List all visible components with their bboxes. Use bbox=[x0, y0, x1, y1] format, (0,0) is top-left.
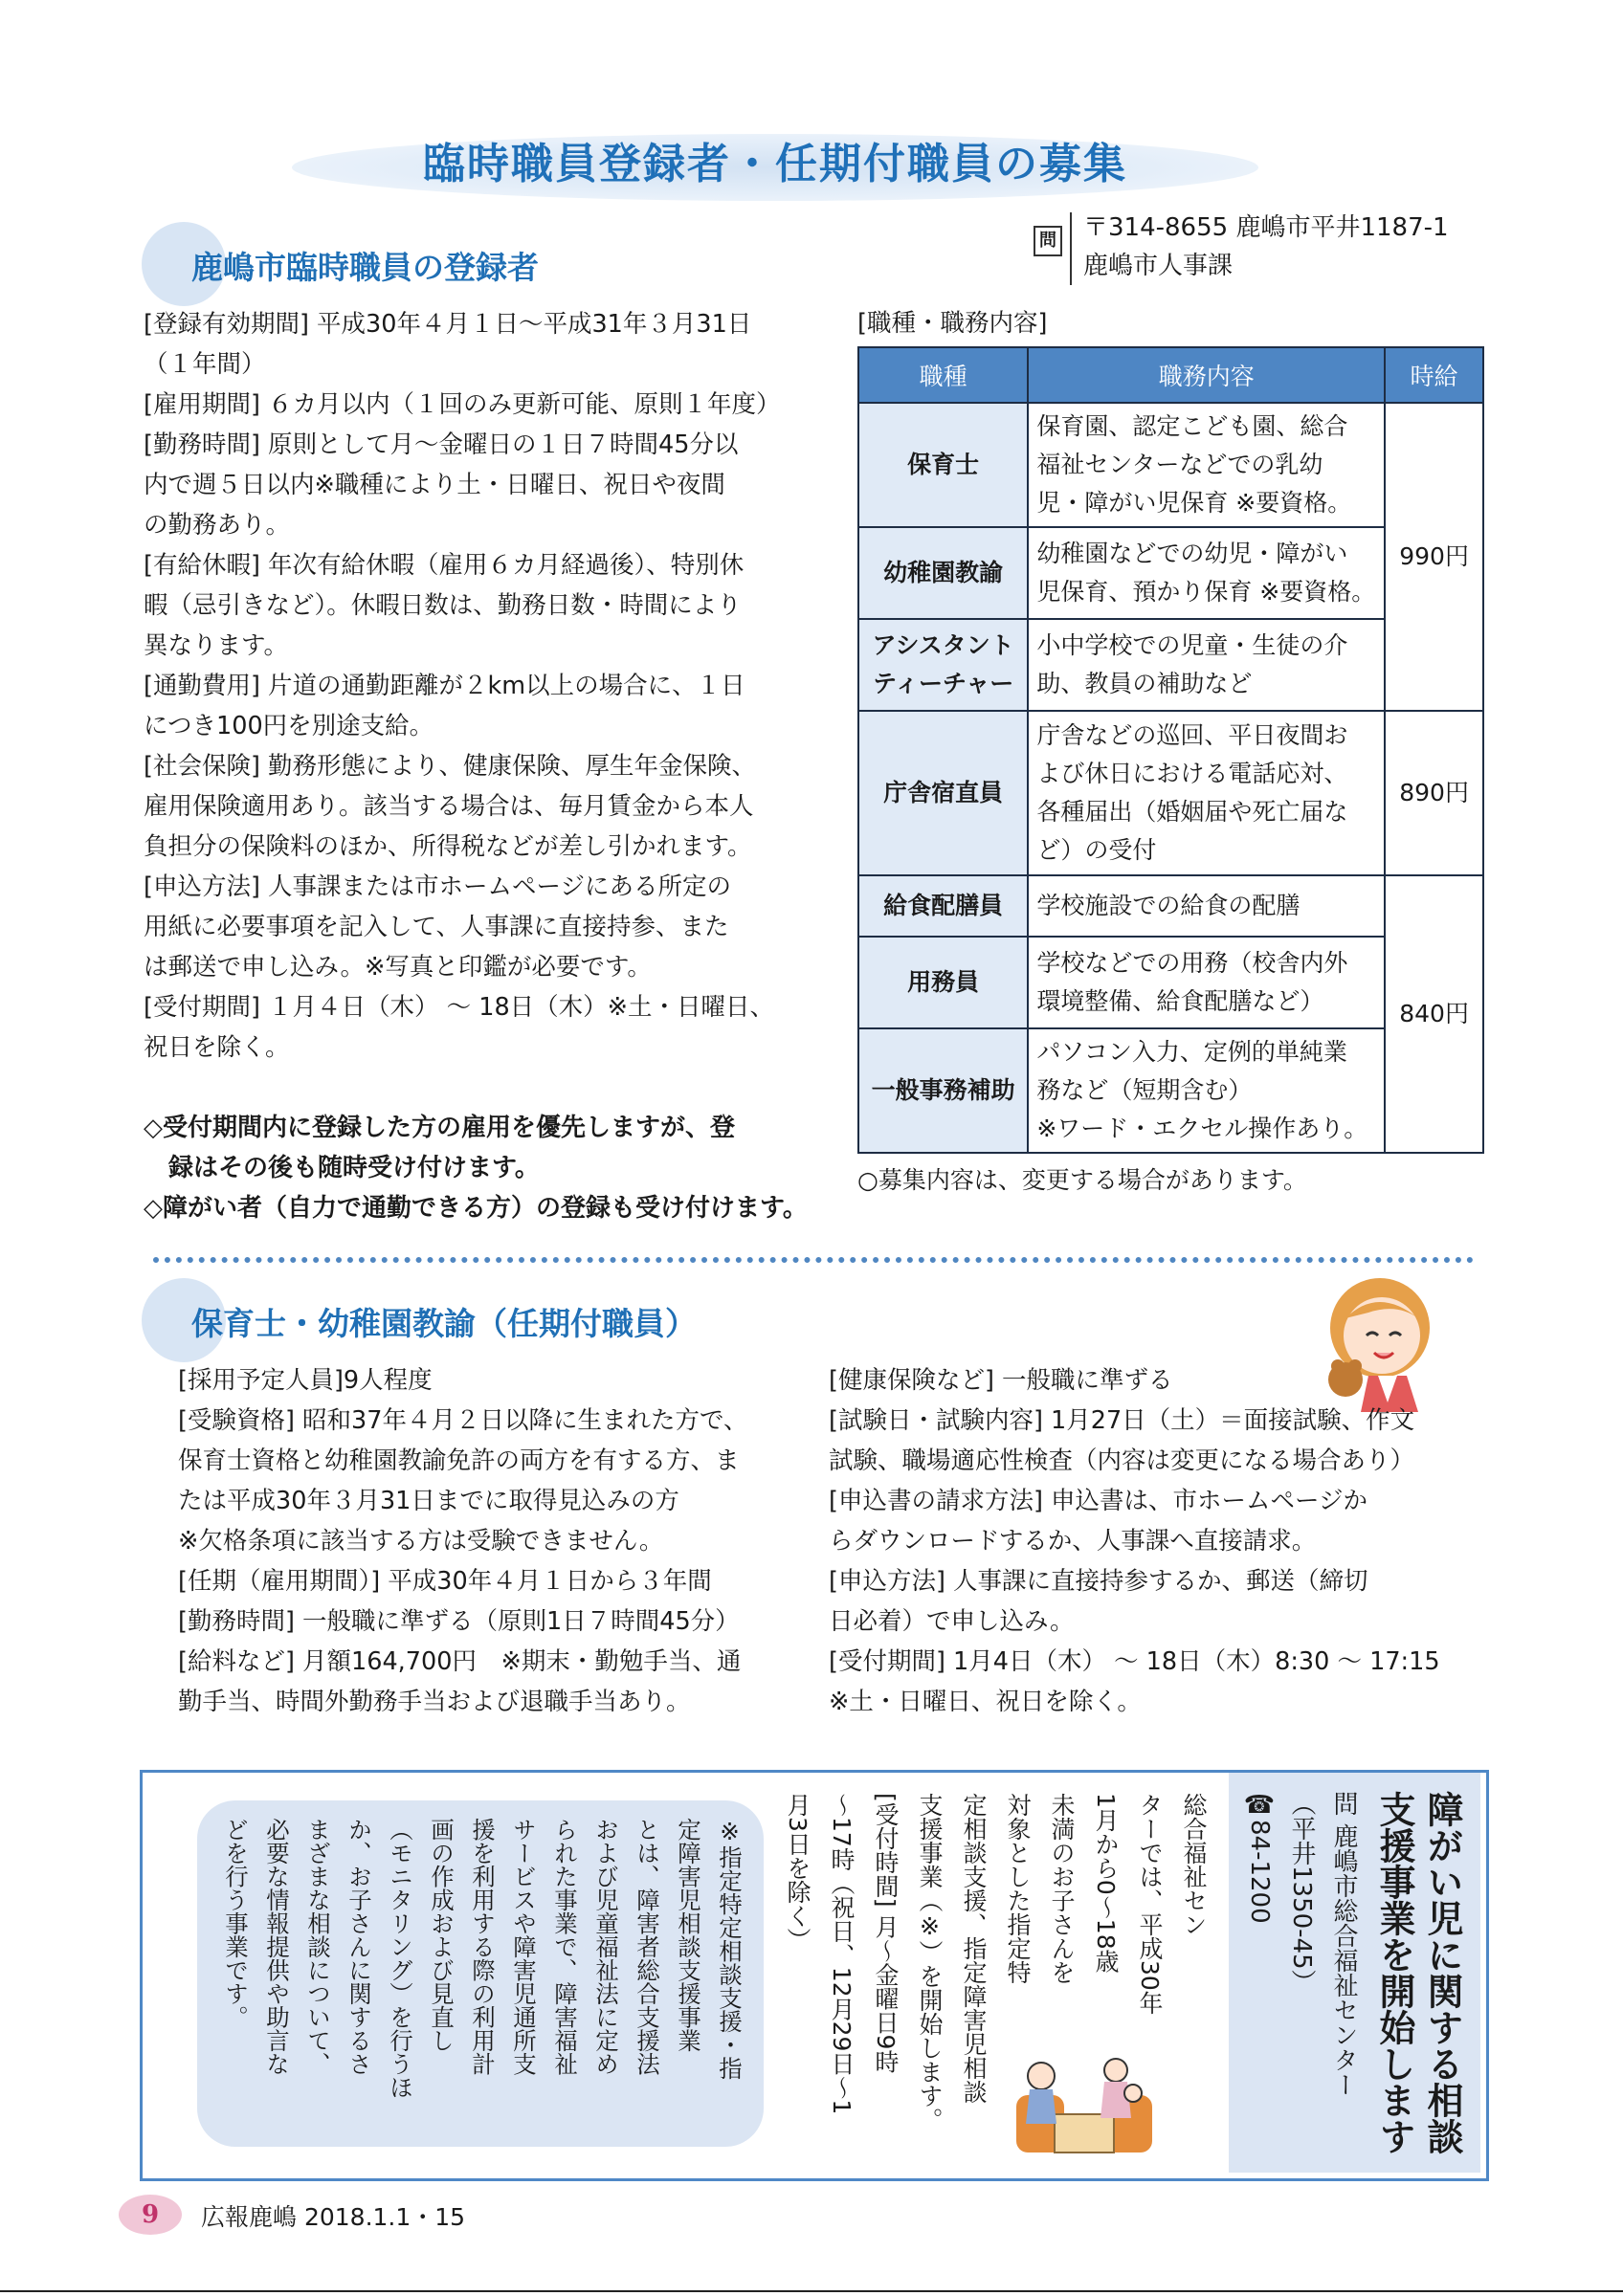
paragraph-text: 昭和37年４月２日以降に生まれた方で、 bbox=[294, 1406, 748, 1435]
notice-footnote-column: サービスや障害児通所支 bbox=[510, 1818, 538, 2076]
notice-contact bbox=[1238, 1791, 1365, 2164]
paragraph-text: 人事課または市ホームページにある所定の bbox=[259, 872, 732, 901]
job-type: アシスタント bbox=[872, 631, 1014, 659]
notice-footnote-column: まざまな相談について、 bbox=[304, 1818, 332, 2076]
notice-body-column: 総合福祉セン bbox=[1180, 1793, 1208, 1936]
paragraph-label: [受付期間] bbox=[144, 993, 260, 1022]
paragraph-line bbox=[178, 1601, 829, 1642]
paragraph-line bbox=[829, 1360, 1479, 1401]
paragraph bbox=[144, 304, 833, 385]
paragraph-text: らダウンロードするか、人事課へ直接請求。 bbox=[829, 1527, 1317, 1556]
jobs-table bbox=[857, 346, 1484, 1154]
paragraph-text: につき100円を別途支給。 bbox=[144, 712, 434, 740]
paragraph-label: [任期（雇用期間）] bbox=[178, 1567, 381, 1596]
paragraph-line bbox=[144, 786, 833, 827]
notice-heading-line1: 障がい児に関する相談 bbox=[1421, 1791, 1463, 2154]
paragraph-line bbox=[829, 1401, 1479, 1441]
notice-body-column: [受付時間] 月〜金曜日9時 bbox=[872, 1793, 900, 2074]
job-duty-line: 児保育、預かり保育 ※要資格。 bbox=[1036, 578, 1376, 606]
job-type: 給食配膳員 bbox=[883, 892, 1004, 919]
paragraph-line bbox=[144, 867, 833, 907]
paragraph-text: ※土・日曜日、祝日を除く。 bbox=[829, 1688, 1142, 1716]
table-header-wage: 時給 bbox=[1385, 347, 1483, 403]
notice-footnote-column: か、お子さんに関するさ bbox=[345, 1818, 373, 2076]
paragraph-line bbox=[178, 1441, 829, 1481]
paragraph-text: の勤務あり。 bbox=[144, 511, 291, 540]
paragraph-label: [有給休暇] bbox=[144, 551, 260, 580]
notice-body-column: 1月から0〜18歳 bbox=[1092, 1793, 1120, 1974]
paragraph-label: [受験資格] bbox=[178, 1406, 295, 1435]
paragraph-line bbox=[829, 1521, 1479, 1561]
paragraph-label: [登録有効期間] bbox=[144, 310, 309, 339]
paragraph-line bbox=[829, 1441, 1479, 1481]
job-type: 用務員 bbox=[907, 968, 980, 996]
paragraph-line bbox=[144, 545, 833, 585]
job-type-cell bbox=[858, 711, 1028, 875]
paragraph bbox=[829, 1642, 1479, 1722]
paragraph-line bbox=[144, 987, 833, 1027]
job-duty-line: 児・障がい児保育 ※要資格。 bbox=[1036, 489, 1352, 517]
hourly-wage: 990円 bbox=[1385, 403, 1483, 711]
table-row bbox=[858, 875, 1483, 937]
paragraph-text: 用紙に必要事項を記入して、人事課に直接持参、また bbox=[144, 913, 729, 941]
inquiry-icon: 問 bbox=[1034, 226, 1062, 256]
paragraph-line bbox=[178, 1481, 829, 1521]
notice-heading bbox=[1370, 1791, 1466, 2164]
paragraph-line bbox=[144, 907, 833, 947]
job-duty-cell bbox=[1028, 711, 1385, 875]
paragraph-label: [健康保険など] bbox=[829, 1366, 994, 1395]
paragraph-text: 平成30年４月１日〜平成31年３月31日 bbox=[308, 310, 752, 339]
paragraph bbox=[178, 1401, 829, 1561]
notice-footnote-column: 援を利用する際の利用計 bbox=[469, 1818, 497, 2076]
job-duty-cell bbox=[1028, 619, 1385, 711]
paragraph-line bbox=[178, 1642, 829, 1682]
paragraph-line bbox=[144, 505, 833, 545]
paragraph-text: 試験、職場適応性検査（内容は変更になる場合あり） bbox=[829, 1446, 1415, 1475]
job-type-cell bbox=[858, 403, 1028, 527]
paragraph-text: 人事課に直接持参するか、郵送（締切 bbox=[945, 1567, 1368, 1596]
notice-body-column: ターでは、平成30年 bbox=[1136, 1793, 1164, 2015]
paragraph-text: 異なります。 bbox=[144, 631, 288, 660]
paragraph-line bbox=[178, 1521, 829, 1561]
paragraph bbox=[829, 1561, 1479, 1642]
paragraph bbox=[144, 746, 833, 867]
paragraph-text: 保育士資格と幼稚園教諭免許の両方を有する方、ま bbox=[178, 1446, 740, 1475]
notice-footnote-column: とは、障害者総合支援法 bbox=[634, 1818, 661, 2076]
page-title: 臨時職員登録者・任期付職員の募集 bbox=[423, 140, 1127, 188]
paragraph-label: [社会保険] bbox=[144, 752, 260, 781]
paragraph bbox=[829, 1401, 1479, 1481]
paragraph-label: [申込方法] bbox=[829, 1567, 945, 1596]
table-header-type: 職種 bbox=[858, 347, 1028, 403]
paragraph-text: 原則として月〜金曜日の１日７時間45分以 bbox=[259, 430, 739, 459]
paragraph bbox=[829, 1360, 1479, 1401]
contact-department: 鹿嶋市人事課 bbox=[1083, 252, 1234, 280]
paragraph-text: 一般職に準ずる bbox=[993, 1366, 1173, 1395]
paragraph bbox=[144, 987, 833, 1068]
paragraph-text: 勤手当、時間外勤務手当および退職手当あり。 bbox=[178, 1688, 691, 1716]
paragraph-label: [受付期間] bbox=[829, 1647, 945, 1676]
paragraph-text: １月４日（木） 〜 18日（木）※土・日曜日、 bbox=[259, 993, 775, 1022]
paragraph-line bbox=[144, 585, 833, 626]
paragraph-text: 勤務形態により、健康保険、厚生年金保険、 bbox=[259, 752, 757, 781]
job-duty-line: 学校施設での給食の配膳 bbox=[1036, 892, 1301, 919]
paragraph-text: 9人程度 bbox=[343, 1366, 433, 1395]
paragraph-line bbox=[829, 1601, 1479, 1642]
notice-footnote-column: どを行う事業です。 bbox=[222, 1818, 250, 2029]
job-type: ティーチャー bbox=[873, 670, 1014, 697]
notice-footnote-column: 画の作成および見直し bbox=[428, 1818, 456, 2052]
paragraph-label: [採用予定人員] bbox=[178, 1366, 344, 1395]
paragraph bbox=[178, 1601, 829, 1642]
paragraph-text: 申込書は、市ホームページか bbox=[1042, 1487, 1368, 1515]
note-line: ◇障がい者（自力で通勤できる方）の登録も受け付けます。 bbox=[144, 1194, 808, 1223]
paragraph-line bbox=[144, 746, 833, 786]
notice-footnote-column: ※指定特定相談支援・指 bbox=[716, 1818, 744, 2080]
paragraph-text: 1月27日（土）＝面接試験、作文 bbox=[1042, 1406, 1415, 1435]
contact-info bbox=[1083, 209, 1449, 285]
job-duty-line: 務など（短期含む） bbox=[1036, 1076, 1253, 1104]
job-type-cell bbox=[858, 1028, 1028, 1153]
paragraph bbox=[178, 1561, 829, 1601]
notice-footnote-column: （モニタリング）を行うほ bbox=[387, 1818, 414, 2099]
paragraph-text: 年次有給休暇（雇用６カ月経過後）、特別休 bbox=[259, 551, 745, 580]
notice-body-column: 未満のお子さんを bbox=[1048, 1793, 1076, 1984]
paragraph-text: は郵送で申し込み。※写真と印鑑が必要です。 bbox=[144, 953, 652, 982]
notice-body-column: 定相談支援、指定障害児相談 bbox=[960, 1793, 988, 2104]
paragraph-line bbox=[144, 706, 833, 746]
paragraph-line bbox=[178, 1360, 829, 1401]
job-duty-line: 福祉センターなどでの乳幼 bbox=[1036, 451, 1323, 478]
job-duty-line: パソコン入力、定例的単純業 bbox=[1036, 1038, 1347, 1066]
job-duty-cell bbox=[1028, 1028, 1385, 1153]
job-duty-cell bbox=[1028, 527, 1385, 619]
paragraph-line bbox=[829, 1682, 1479, 1722]
paragraph-line bbox=[144, 344, 833, 385]
paragraph-line bbox=[144, 304, 833, 344]
paragraph-line bbox=[144, 947, 833, 987]
paragraph-line bbox=[829, 1481, 1479, 1521]
job-duty-line: 学校などでの用務（校舎内外 bbox=[1036, 949, 1348, 977]
paragraph-text: 月額164,700円 ※期末・勤勉手当、通 bbox=[294, 1647, 742, 1676]
section2-left bbox=[178, 1360, 829, 1722]
note-line: ◇受付期間内に登録した方の雇用を優先しますが、登 bbox=[144, 1114, 735, 1142]
section2-right bbox=[829, 1360, 1479, 1722]
paragraph-text: 片道の通勤距離が２km以上の場合に、１日 bbox=[259, 672, 745, 700]
paragraph bbox=[144, 666, 833, 746]
job-duty-line: 助、教員の補助など bbox=[1036, 670, 1253, 697]
job-type-cell bbox=[858, 527, 1028, 619]
paragraph-line bbox=[144, 1027, 833, 1068]
notice-body-column: 支援事業（※）を開始します。 bbox=[916, 1793, 944, 2131]
page-number: 9 bbox=[119, 2195, 182, 2235]
paragraph-text: 内で週５日以内※職種により土・日曜日、祝日や夜間 bbox=[144, 471, 725, 499]
job-duty-line: 小中学校での児童・生徒の介 bbox=[1036, 631, 1348, 659]
paragraph bbox=[144, 385, 833, 425]
paragraph-label: [雇用期間] bbox=[144, 390, 260, 419]
job-duty-cell bbox=[1028, 403, 1385, 527]
paragraph-text: 日必着）で申し込み。 bbox=[829, 1607, 1075, 1636]
notice-footnote-column: 必要な情報提供や助言な bbox=[263, 1818, 291, 2076]
paragraph-text: 祝日を除く。 bbox=[144, 1033, 290, 1062]
notice-body-column: 〜17時（祝日、12月29日〜1 bbox=[828, 1793, 856, 2115]
paragraph-label: [申込方法] bbox=[144, 872, 260, 901]
paragraph-line bbox=[829, 1561, 1479, 1601]
notice-footnote bbox=[212, 1818, 750, 2133]
job-duty-line: ※ワード・エクセル操作あり。 bbox=[1036, 1115, 1368, 1142]
paragraph-line bbox=[144, 666, 833, 706]
paragraph-label: [申込書の請求方法] bbox=[829, 1487, 1043, 1515]
paragraph-label: [通勤費用] bbox=[144, 672, 260, 700]
job-type: 幼稚園教諭 bbox=[883, 559, 1004, 586]
paragraph-line bbox=[144, 626, 833, 666]
paragraph-text: たは平成30年３月31日までに取得見込みの方 bbox=[178, 1487, 679, 1515]
paragraph bbox=[144, 545, 833, 666]
paragraph-text: （１年間） bbox=[144, 350, 266, 379]
paragraph bbox=[144, 867, 833, 987]
paragraph-line bbox=[829, 1642, 1479, 1682]
job-duty-line: よび休日における電話応対、 bbox=[1036, 760, 1348, 787]
consultation-illustration bbox=[1012, 2047, 1156, 2162]
section-divider bbox=[153, 1257, 1474, 1263]
bottom-rule bbox=[0, 2290, 1623, 2292]
notice-body-column: 対象とした指定特 bbox=[1004, 1793, 1032, 1984]
section1-notes bbox=[144, 1108, 833, 1228]
paragraph-label: [勤務時間] bbox=[144, 430, 260, 459]
table-row bbox=[858, 403, 1483, 527]
paragraph-line bbox=[178, 1561, 829, 1601]
table-row bbox=[858, 711, 1483, 875]
section1-body bbox=[144, 304, 833, 1068]
paragraph-text: 雇用保険適用あり。該当する場合は、毎月賃金から本人 bbox=[144, 792, 754, 821]
job-duty-line: 保育園、認定こども園、総合 bbox=[1036, 412, 1348, 440]
paragraph-label: [給料など] bbox=[178, 1647, 295, 1676]
paragraph-text: ６カ月以内（１回のみ更新可能、原則１年度） bbox=[259, 390, 781, 419]
job-duty-line: 幼稚園などでの幼児・障がい bbox=[1036, 540, 1348, 567]
section2-title: 保育士・幼稚園教諭（任期付職員） bbox=[191, 1305, 697, 1342]
notice-contact-name: 問 鹿嶋市総合福祉センター bbox=[1329, 1791, 1358, 2098]
job-type-cell bbox=[858, 937, 1028, 1028]
paragraph-line bbox=[144, 385, 833, 425]
hourly-wage: 890円 bbox=[1385, 711, 1483, 875]
paragraph-line bbox=[144, 465, 833, 505]
notice-body-column: 月3日を除く） bbox=[784, 1793, 812, 1952]
notice-heading-line2: 支援事業を開始します bbox=[1373, 1791, 1415, 2154]
paragraph bbox=[178, 1360, 829, 1401]
section1-title: 鹿嶋市臨時職員の登録者 bbox=[191, 249, 539, 286]
job-duty-cell bbox=[1028, 937, 1385, 1028]
paragraph bbox=[829, 1481, 1479, 1561]
job-duty-line: 庁舎などの巡回、平日夜間お bbox=[1036, 721, 1348, 749]
contact-divider bbox=[1070, 212, 1072, 285]
paragraph-label: [勤務時間] bbox=[178, 1607, 295, 1636]
notice-contact-phone: ☎84-1200 bbox=[1245, 1791, 1274, 1924]
paragraph-text: 平成30年４月１日から３年間 bbox=[380, 1567, 712, 1596]
paragraph-line bbox=[144, 425, 833, 465]
table-note: ○募集内容は、変更する場合があります。 bbox=[857, 1166, 1307, 1194]
table-header-duty: 職務内容 bbox=[1028, 347, 1385, 403]
paragraph-line bbox=[178, 1682, 829, 1722]
paragraph-text: ※欠格条項に該当する方は受験できません。 bbox=[178, 1527, 664, 1556]
job-type: 保育士 bbox=[907, 451, 980, 478]
notice-contact-address: （平井1350-45） bbox=[1287, 1791, 1316, 1995]
notice-footnote-column: 定障害児相談支援事業 bbox=[675, 1818, 702, 2052]
contact-address: 〒314-8655 鹿嶋市平井1187-1 bbox=[1083, 213, 1449, 242]
table-caption: [職種・職務内容] bbox=[857, 309, 1048, 338]
notice-footnote-column: および児童福祉法に定め bbox=[592, 1818, 620, 2076]
job-type: 一般事務補助 bbox=[871, 1076, 1015, 1104]
job-type: 庁舎宿直員 bbox=[883, 779, 1004, 806]
paragraph-line bbox=[178, 1401, 829, 1441]
paragraph-text: 負担分の保険料のほか、所得税などが差し引かれます。 bbox=[144, 832, 752, 861]
paragraph-line bbox=[144, 827, 833, 867]
note-line: 録はその後も随時受け付けます。 bbox=[144, 1154, 540, 1182]
job-duty-line: 環境整備、給食配膳など） bbox=[1036, 987, 1324, 1015]
paragraph-text: 暇（忌引きなど）。休暇日数は、勤務日数・時間により bbox=[144, 591, 742, 620]
paragraph bbox=[144, 425, 833, 545]
paragraph bbox=[178, 1642, 829, 1722]
job-duty-line: ど）の受付 bbox=[1036, 836, 1157, 864]
job-duty-line: 各種届出（婚姻届や死亡届な bbox=[1036, 798, 1348, 826]
job-type-cell bbox=[858, 875, 1028, 937]
publication-info: 広報鹿嶋 2018.1.1・15 bbox=[201, 2203, 466, 2231]
paragraph-text: 一般職に準ずる（原則1日７時間45分） bbox=[294, 1607, 740, 1636]
paragraph-text: 1月4日（木） 〜 18日（木）8:30 〜 17:15 bbox=[945, 1647, 1440, 1676]
hourly-wage: 840円 bbox=[1385, 875, 1483, 1153]
job-type-cell bbox=[858, 619, 1028, 711]
notice-footnote-column: られた事業で、障害福祉 bbox=[551, 1818, 579, 2076]
paragraph-label: [試験日・試験内容] bbox=[829, 1406, 1043, 1435]
job-duty-cell bbox=[1028, 875, 1385, 937]
